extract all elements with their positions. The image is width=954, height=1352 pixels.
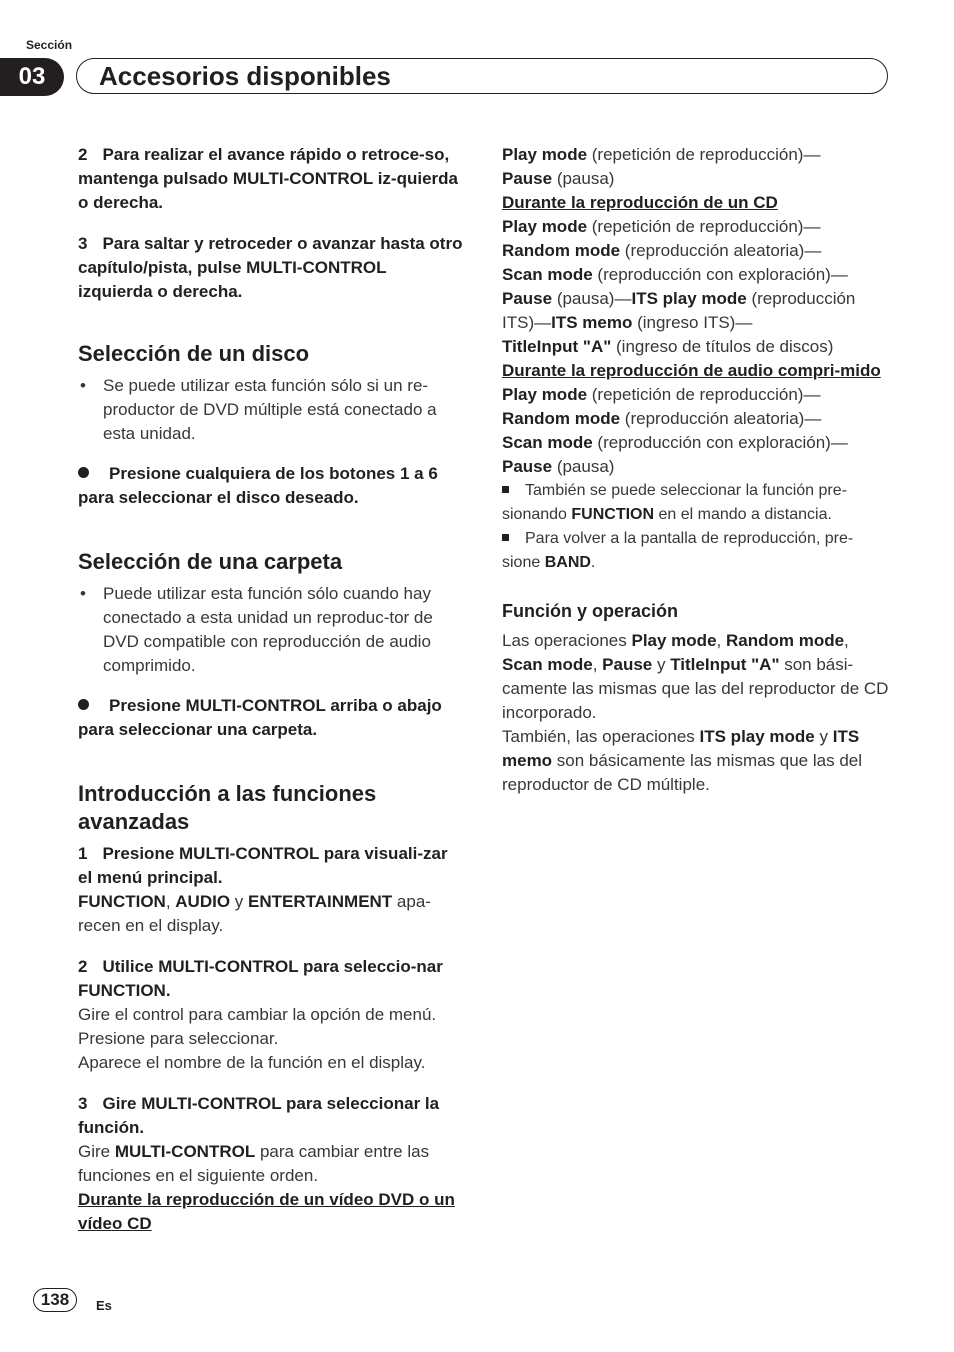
intro-step-3-body: Gire MULTI-CONTROL para cambiar entre las funciones en el siguiente orden. [78,1142,430,1185]
intro-step-1-body: FUNCTION, AUDIO y ENTERTAINMENT apa-recen en el display. [78,892,431,935]
intro-step-3: 3 Gire MULTI-CONTROL para seleccionar la función. [78,1094,440,1137]
cd-item: ITS)—ITS memo (ingreso ITS)— [502,313,753,332]
func-body-1: Las operaciones Play mode, Random mode, Scan mode, Pause y TitleInput "A" son bási-camente las mismas que las del reproductor de CD incorporado. [502,631,889,722]
dvd-item-2: Pause (pausa) [502,169,615,188]
dvd-item-1: Play mode (repetición de reproducción)— [502,145,821,164]
action-disco: Presione cualquiera de los botones 1 a 6 para seleccionar el disco deseado. [78,464,438,507]
heading-disco: Selección de un disco [78,341,310,366]
intro-step-2: 2 Utilice MULTI-CONTROL para seleccio-nar FUNCTION. [78,957,443,1000]
title-bar [76,58,888,94]
intro-step-1: 1 Presione MULTI-CONTROL para visuali-zar el menú principal. [78,844,448,887]
square-bullet-icon [502,486,509,493]
page-number: 138 [33,1288,77,1312]
comp-item: Play mode (repetición de reproducción)— [502,385,821,404]
heading-carpeta: Selección de una carpeta [78,549,343,574]
cd-item: Random mode (reproducción aleatoria)— [502,241,822,260]
section-label: Sección [26,38,73,52]
dvd-heading: Durante la reproducción de un vídeo DVD o un vídeo CD [78,1190,455,1233]
intro-step-2-body2: Aparece el nombre de la función en el display. [78,1053,426,1072]
bullet-disco: • Se puede utilizar esta función sólo si un re-productor de DVD múltiple está conectado a esta unidad. [80,376,437,443]
intro-step-2-body1: Gire el control para cambiar la opción de menú. Presione para seleccionar. [78,1005,437,1048]
right-column [502,143,890,797]
cd-item: Scan mode (reproducción con exploración)— [502,265,848,284]
cd-item: Play mode (repetición de reproducción)— [502,217,821,236]
step-3: 3 Para saltar y retroceder o avanzar hasta otro capítulo/pista, pulse MULTI-CONTROL izquierda o derecha. [78,234,463,301]
comp-item: Scan mode (reproducción con exploración)— [502,433,848,452]
left-column [78,143,464,1236]
cd-item: Pause (pausa)—ITS play mode (reproducción [502,289,856,308]
func-heading: Función y operación [502,601,679,621]
heading-intro: Introducción a las funciones avanzadas [78,781,377,834]
cd-item: TitleInput "A" (ingreso de títulos de discos) [502,337,834,356]
section-number: 03 [0,58,64,96]
bullet-carpeta: • Puede utilizar esta función sólo cuando hay conectado a esta unidad un reproduc-tor de DVD compatible con reproducción de audio comprimido. [80,584,433,675]
page-title: Accesorios disponibles [99,61,391,91]
language-code: Es [96,1298,112,1313]
func-body-2: También, las operaciones ITS play mode y ITS memo son básicamente las mismas que las del reproductor de CD múltiple. [502,727,863,794]
cd-heading: Durante la reproducción de un CD [502,193,778,212]
comp-item: Pause (pausa) [502,457,615,476]
action-carpeta: Presione MULTI-CONTROL arriba o abajo para seleccionar una carpeta. [78,696,442,739]
note-1: También se puede seleccionar la función pre-sionando FUNCTION en el mando a distancia. [502,482,847,523]
comp-item: Random mode (reproducción aleatoria)— [502,409,822,428]
comp-heading: Durante la reproducción de audio compri-mido [502,361,881,380]
square-bullet-icon [502,534,509,541]
note-2: Para volver a la pantalla de reproducción, pre-sione BAND. [502,530,854,571]
step-2: 2 Para realizar el avance rápido o retroce-so, mantenga pulsado MULTI-CONTROL iz-quierda o derecha. [78,145,458,212]
